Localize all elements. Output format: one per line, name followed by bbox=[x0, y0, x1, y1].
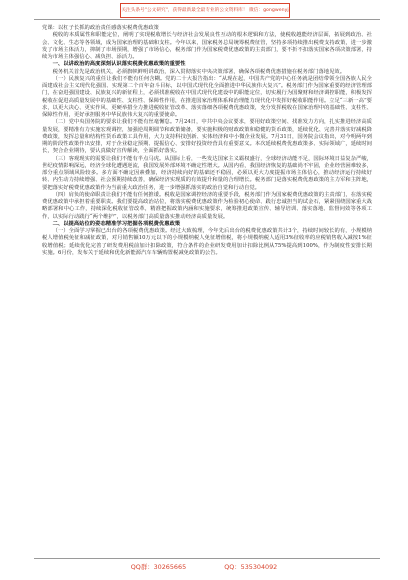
page-footer bbox=[0, 560, 408, 574]
intro-paragraph: 税收的本质属性和职能定位，阐明了实现税收增长与经济社会发展良性互动的根本逻辑和方法，使税收越能经济层面，拓展到政治、社会、文化、生态等各领域，成为国家治理的基础和支柱。今年以来，国家税务总局统筹税费征管，坚持多项持续推出税费支持政策，进一步激发了市场主体活力，抑制了市场预期，增强了市场信心，税务部门作为国家税费优惠政策的主责部门，要不折不扣落实国家各项决策部署，持续为市场主体强信心、减负担、添活力。 bbox=[42, 32, 372, 60]
section-heading-1: 一、以讲政治的高度深刻认识落实税费优惠政策的重要性 bbox=[52, 61, 186, 68]
paragraph-point-3: （三）客观现实的需要让我们不能有半点马虎。从国际上看，一些发达国家主义霸权盛行，全球经济动能不足，国际环境日益复杂严峻，世纪疫情影响深远，经济全球化遭遇逆流，我国发展外部环境不确定性增大。从国内看，我国经济恢复的基础尚不牢固，企业经营困难较多，部分重点领域风险较多。多方面不确定因素叠加，经济持续向好的基础还不稳固，必须以更大力度提振市场主体信心，推动经济运行持续好转、内生动力持续增强、社会预期持续改善，确保经济实现质的有效提升和量的合理增长。税务部门是落实税费优惠政策的主力军和主阵地，要把落实好税费优惠政策作为当前重大政治任务，进一步增强抓落实的政治自觉和行动自觉。 bbox=[42, 155, 372, 191]
top-banner[interactable] bbox=[120, 3, 290, 18]
section-1-intro-paragraph: 税务机关首先是政治机关，必须旗帜鲜明讲政治，深入贯彻落实中央决策部署，确保各项税费优惠措施在税务部门落地见效。 bbox=[52, 68, 346, 75]
document-body bbox=[42, 25, 372, 257]
paragraph-point-2: （二）党中央国务院的要求让我们不能有丝毫懈怠。7月24日，中共中央会议要求，要用好政策空间、找准发力方向，扎实推进经济高质量发展，要精准有力实施宏观调控，加强逆周期调节和政策储备，要实施积极的财政政策和稳健的货币政策，延续优化、完善并落实好减税降费政策，发挥总量和结构性货币政策工具作用，大力支持科技创新、实体经济和中小微企业发展。7月31日，国务院会议指出，对今明两年到期的阶段性政策作出安排，对于企业稳定预期、提振信心、安排好投资经营具有重要意义。本次延续税费优惠政策多、实际领域广，延续时间长，契合企业期待，要认真做好宣传解读，全面抓好落实。 bbox=[42, 119, 372, 155]
top-banner-text: 关注头条号"公文研究"，获得最新最全最专业的公文资料库！ 微信：gongwenyj bbox=[121, 8, 289, 13]
paragraph-point-1: （一）民族复兴的重任让我们不能有任何含糊。党的二十大报告指出：“从现在起，中国共产党的中心任务就是团结带领全国各族人民全面建成社会主义现代化强国、实现第二个百年奋斗目标，以中国式现代化全面推进中华民族伟大复兴”。税务部门作为国家重要的经济管理部门，在奋进强国建设、民族复兴的新征程上，必须找准税收在中国式现代化建设中的职能定位，切实履行为国聚财和经济调控职能，积极发挥税收在促进高质量发展中的基础性、支柱性、保障性作用，在推进国家治理体系和治理能力现代化中发挥好税收职能作用。立足“三新一高”要求，以更大决心、更实作风、更硬举措全力推进税收征管改革、落实落细各项税费优惠政策，充分发挥税收在国家治理中的基础性、支柱性、保障性作用，更好承担服务中华民族伟大复兴的重要使命。 bbox=[42, 75, 372, 118]
footer-qq: QQ：535304092 bbox=[224, 563, 278, 571]
footer-qq-group: QQ群：30265665 bbox=[130, 563, 187, 571]
section-heading-2: 二、以提高站位的姿态精准学习把握各项税费优惠政策 bbox=[52, 220, 181, 227]
paragraph-section-2-point-1: （一）全面学习掌握已出台的各项税费优惠政策。经过大致梳理，今年先后出台的税费优惠政策共计3个，持续时间较长的有，小规模纳税人增值税免征和减征政策，对月销售额10万元以下的小规模纳税人免征增值税，将小规模纳税人适用3%征收率的应税销售收入减按1%征收增值税；延续优化完善了研发费用税前加计扣除政策，符合条件的企业研发费用加计扣除比例从75%提高到100%，作为制度性安排长期实施。6月份，发布关于延续和优化新能源汽车车辆购置税减免政策的公告。 bbox=[42, 228, 372, 256]
header-divider bbox=[34, 19, 380, 20]
paragraph-point-4: （四）肩负的使命职责让我们不能有任何推诿。税收是国家调控经济的重要手段，税务部门作为国家税费优惠政策的主责部门，在落实税费优惠政策中承担着重要职责。我们要提高政治站位，将落实税费优惠政策作为检验初心使命、践行忠诚担当的试金石，紧紧围绕国家重大战略部署和中心工作，持续深化税收征管改革，精准把握政策内涵和实施要求，统筹推进政策宣传、辅导培训、落实落地、监督问效等各项工作，以实际行动践行“两个维护”，以税务部门高质量落实推动经济高质量发展。 bbox=[42, 191, 372, 220]
document-title-line: 党课：以杠子长抓的政治责任感落实税费优惠政策 bbox=[42, 25, 159, 31]
footer-divider bbox=[34, 558, 380, 559]
